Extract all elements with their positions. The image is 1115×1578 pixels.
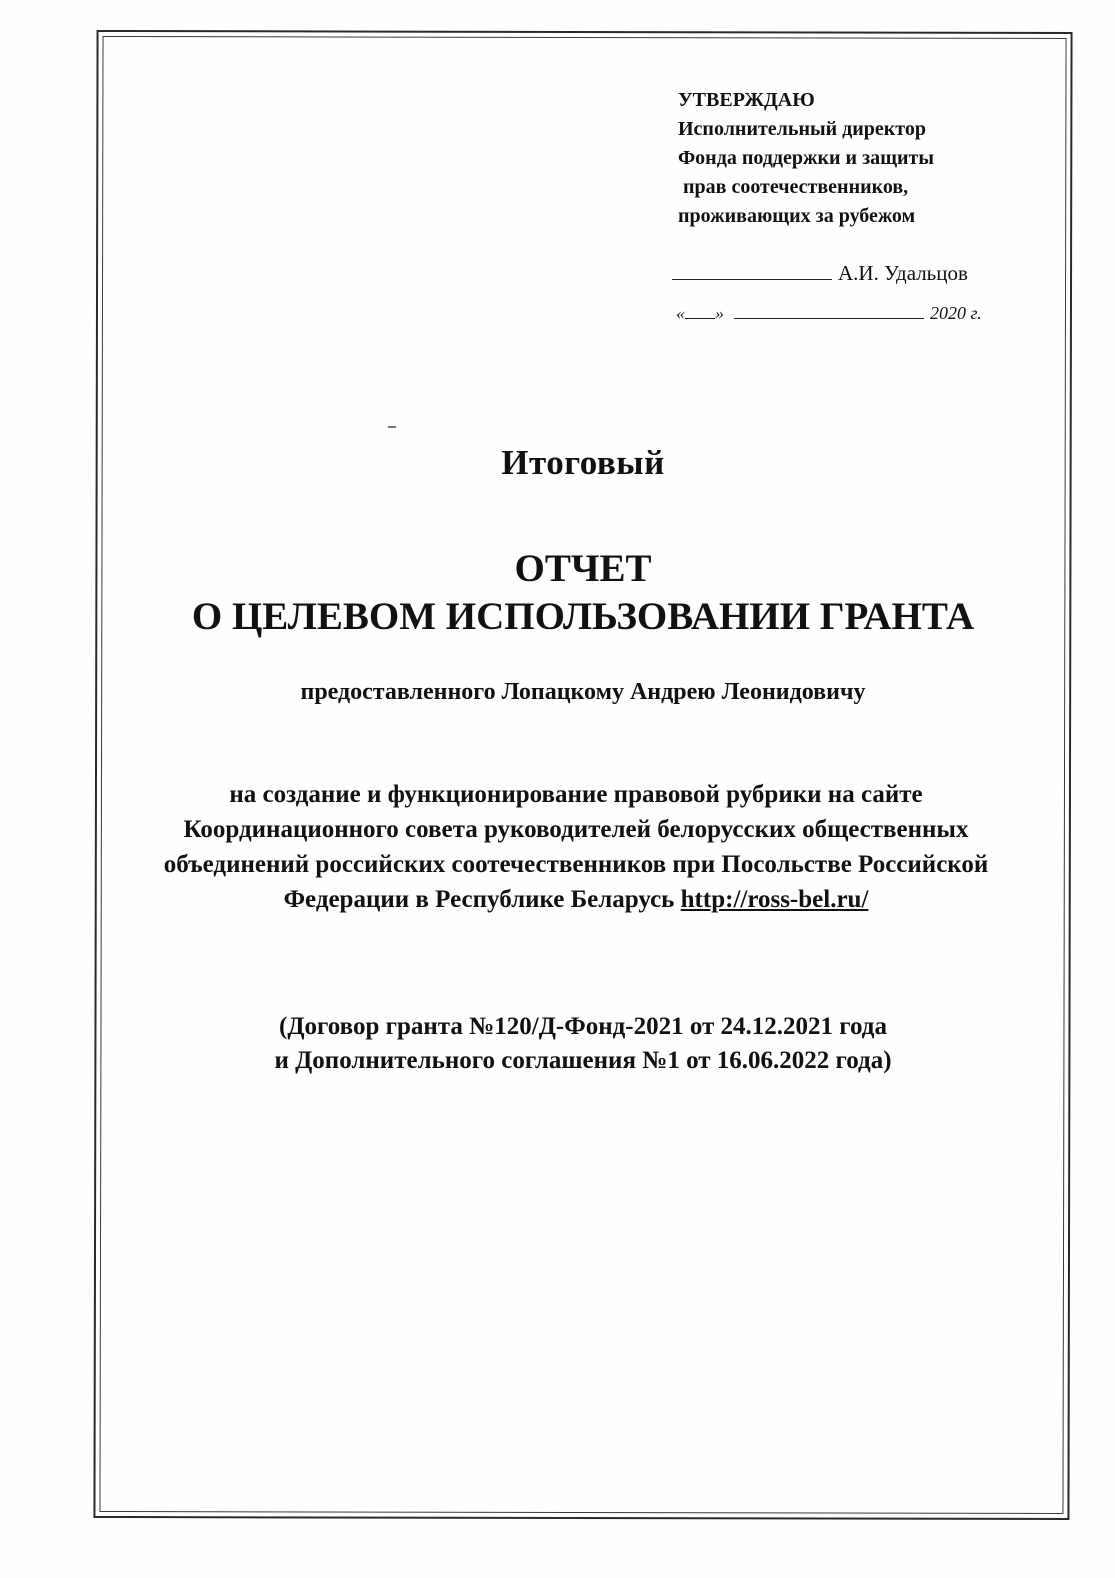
page-border-frame	[93, 30, 1072, 1520]
approval-block	[678, 86, 1038, 231]
approval-line-4: проживающих за рубежом	[678, 205, 916, 227]
approval-line-1: Исполнительный директор	[678, 118, 926, 140]
signature-blank-line	[672, 261, 832, 280]
description-line-3: объединений российских соотечественников при Посольстве Российской	[163, 851, 989, 878]
signature-row	[672, 261, 968, 286]
title-final: Итоговый	[501, 443, 665, 482]
approval-line-2: Фонда поддержки и защиты	[678, 147, 934, 169]
date-year: 2020 г.	[930, 303, 982, 323]
description-line-4	[92, 882, 1060, 917]
title-purpose: О ЦЕЛЕВОМ ИСПОЛЬЗОВАНИИ ГРАНТА	[191, 595, 975, 638]
date-day-blank	[685, 303, 715, 319]
date-close-quote: »	[715, 303, 724, 323]
date-month-blank	[734, 303, 924, 319]
description-line-1: на создание и функционирование правовой рубрики на сайте	[229, 781, 923, 808]
date-open-quote: «	[676, 303, 685, 323]
contract-line-2: и Дополнительного соглашения №1 от 16.06.2022 года)	[274, 1047, 892, 1074]
title-report: ОТЧЕТ	[514, 547, 652, 590]
grant-description	[92, 777, 1060, 917]
signatory-name: А.И. Удальцов	[838, 261, 968, 285]
date-row	[676, 303, 982, 324]
approval-line-3: прав соотечественников,	[683, 176, 909, 198]
grant-recipient: предоставленного Лопацкому Андрею Леонидовичу	[300, 679, 866, 705]
scan-speck	[388, 426, 396, 428]
site-link[interactable]: http://ross-bel.ru/	[680, 886, 869, 913]
approval-heading: УТВЕРЖДАЮ	[678, 89, 815, 111]
contract-line-1: (Договор гранта №120/Д-Фонд-2021 от 24.12.2021 года	[279, 1013, 887, 1040]
contract-reference	[98, 1010, 1068, 1078]
description-line-2: Координационного совета руководителей белорусских общественных	[183, 816, 969, 843]
page-border-inner	[99, 36, 1066, 1514]
description-line-4-text: Федерации в Республике Беларусь	[283, 886, 681, 913]
